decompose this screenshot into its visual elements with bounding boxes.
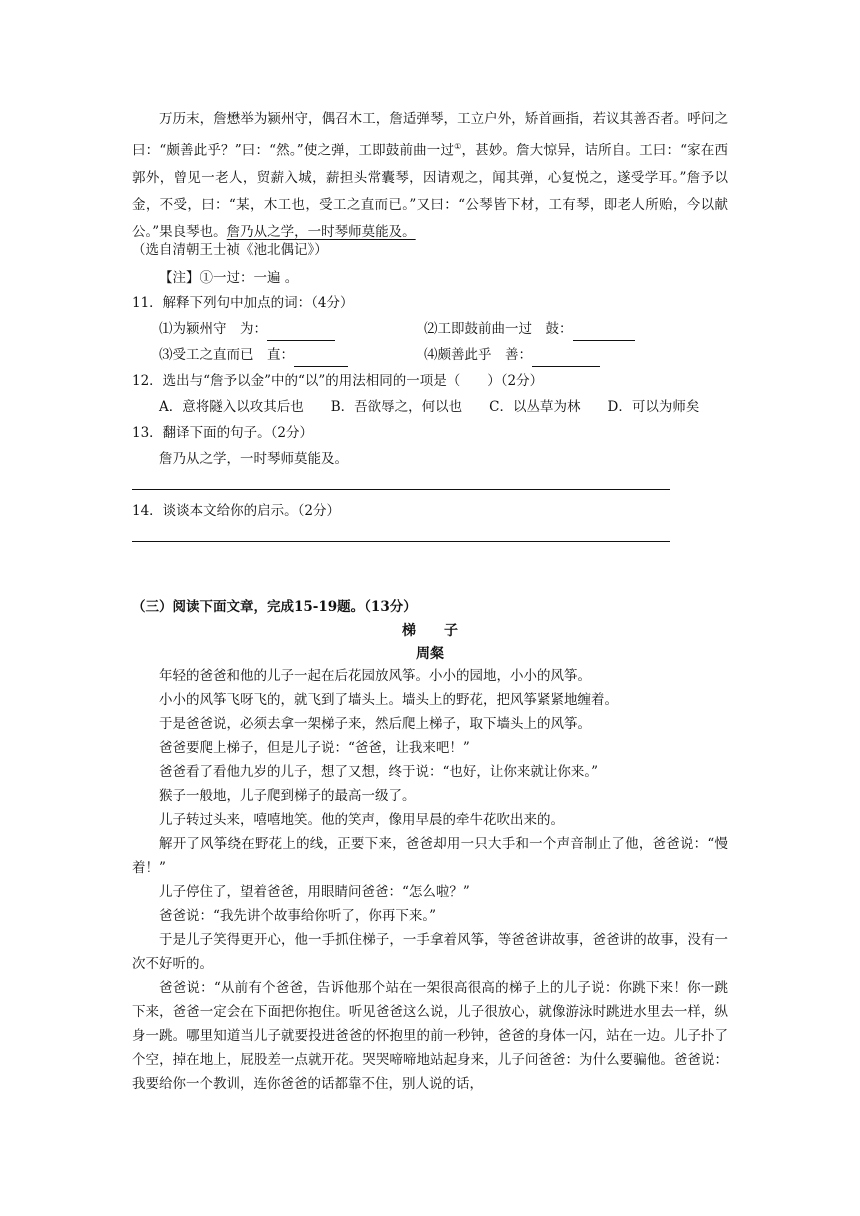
question-13: 13．翻译下面的句子。（2分） <box>132 425 314 441</box>
question-11-c: ⑶受工之直而已 直： <box>159 343 348 367</box>
answer-blank[interactable] <box>532 350 600 367</box>
story-title: 梯 子 <box>402 623 458 639</box>
question-12: 12．选出与“詹予以金”中的“以”的用法相同的一项是（ ）（2分） <box>132 373 544 389</box>
answer-blank[interactable] <box>294 350 348 367</box>
story-author: 周粲 <box>416 646 444 662</box>
story-paragraph: 解开了风筝绕在野花上的线，正要下来，爸爸却用一只大手和一个声音制止了他，爸爸说：“慢着！” <box>132 836 728 876</box>
story-paragraph: 于是儿子笑得更开心，他一手抓住梯子，一手拿着风筝，等爸爸讲故事，爸爸讲的故事，没有一次不好听的。 <box>132 932 728 972</box>
story-paragraph: 爸爸看了看他九岁的儿子，想了又想，终于说：“也好，让你来就让你来。” <box>159 764 599 780</box>
answer-blank[interactable] <box>267 324 335 341</box>
footnote-marker: ① <box>454 142 462 151</box>
section-heading: （三）阅读下面文章，完成15-19题。（13分） <box>132 599 417 615</box>
answer-blank[interactable] <box>573 324 635 341</box>
story-paragraph: 小小的风筝飞呀飞的，就飞到了墙头上。墙头上的野花，把风筝紧紧地缠着。 <box>159 692 618 708</box>
question-13-sentence: 詹乃从之学，一时琴师莫能及。 <box>159 451 348 467</box>
answer-line[interactable] <box>132 489 670 490</box>
story-paragraph: 儿子转过头来，嘻嘻地笑。他的笑声，像用早晨的牵牛花吹出来的。 <box>159 812 564 828</box>
story-paragraph: 爸爸说：“我先讲个故事给你听了，你再下来。” <box>159 908 437 924</box>
story-paragraph: 猴子一般地，儿子爬到梯子的最高一级了。 <box>159 788 416 804</box>
question-14: 14．谈谈本文给你的启示。（2分） <box>132 503 341 519</box>
question-12-options: A．意将隧入以攻其后也 B．吾欲辱之，何以也 C．以丛草为林 D．可以为师矣 <box>159 399 700 415</box>
story-paragraph: 爸爸要爬上梯子，但是儿子说：“爸爸，让我来吧！” <box>159 740 470 756</box>
question-11-d: ⑷颇善此乎 善： <box>424 343 600 367</box>
underlined-sentence: 詹乃从之学，一时琴师莫能及。 <box>226 223 416 240</box>
classical-text-a: 万历末，詹懋举为颍州守，偶召木工，詹适弹琴，工立户外，矫首画指，若议其善否者。呼问之曰：“颇善此乎？”曰：“然。”使之弹，工即鼓前曲一过 <box>132 111 728 159</box>
story-paragraph: 儿子停住了，望着爸爸，用眼睛问爸爸：“怎么啦？” <box>159 884 470 900</box>
question-11-b: ⑵工即鼓前曲一过 鼓： <box>424 317 635 341</box>
classical-passage <box>132 106 728 246</box>
story-paragraph: 年轻的爸爸和他的儿子一起在后花园放风筝。小小的园地，小小的风筝。 <box>159 668 591 684</box>
classical-text-b: ，甚妙。詹大惊异，诘所自。工曰：“家在西郭外，曾见一老人，贸薪入城，薪担头常囊琴，因请观之，闻其弹，心复悦之，遂受学耳。”詹予以金，不受，曰：“某，木工也，受工之直而已。”又曰：“公琴皆下材，工有琴，即老人所贻，今以献公。”果良琴也。 <box>132 142 729 240</box>
story-paragraph: 爸爸说：“从前有个爸爸，告诉他那个站在一架很高很高的梯子上的儿子说：你跳下来！你一跳下来，爸爸一定会在下面把你抱住。听见爸爸这么说，儿子很放心，就像游泳时跳进水里去一样，纵身一跳。哪里知道当儿子就要投进爸爸的怀抱里的前一秒钟，爸爸的身体一闪，站在一边。儿子扑了个空，掉在地上，屁股差一点就开花。哭哭啼啼地站起身来，儿子问爸爸：为什么要骗他。爸爸说：我要给你一个教训，连你爸爸的话都靠不住，别人说的话， <box>132 980 728 1092</box>
question-11-a: ⑴为颍州守 为： <box>159 317 335 341</box>
answer-line[interactable] <box>132 541 670 542</box>
footnote: 【注】①一过：一遍 。 <box>159 270 299 286</box>
source-citation: （选自清朝王士祯《池北偶记》） <box>132 242 328 258</box>
question-11: 11．解释下列句中加点的词：（4分） <box>132 295 354 311</box>
story-paragraph: 于是爸爸说，必须去拿一架梯子来，然后爬上梯子，取下墙头上的风筝。 <box>159 716 591 732</box>
